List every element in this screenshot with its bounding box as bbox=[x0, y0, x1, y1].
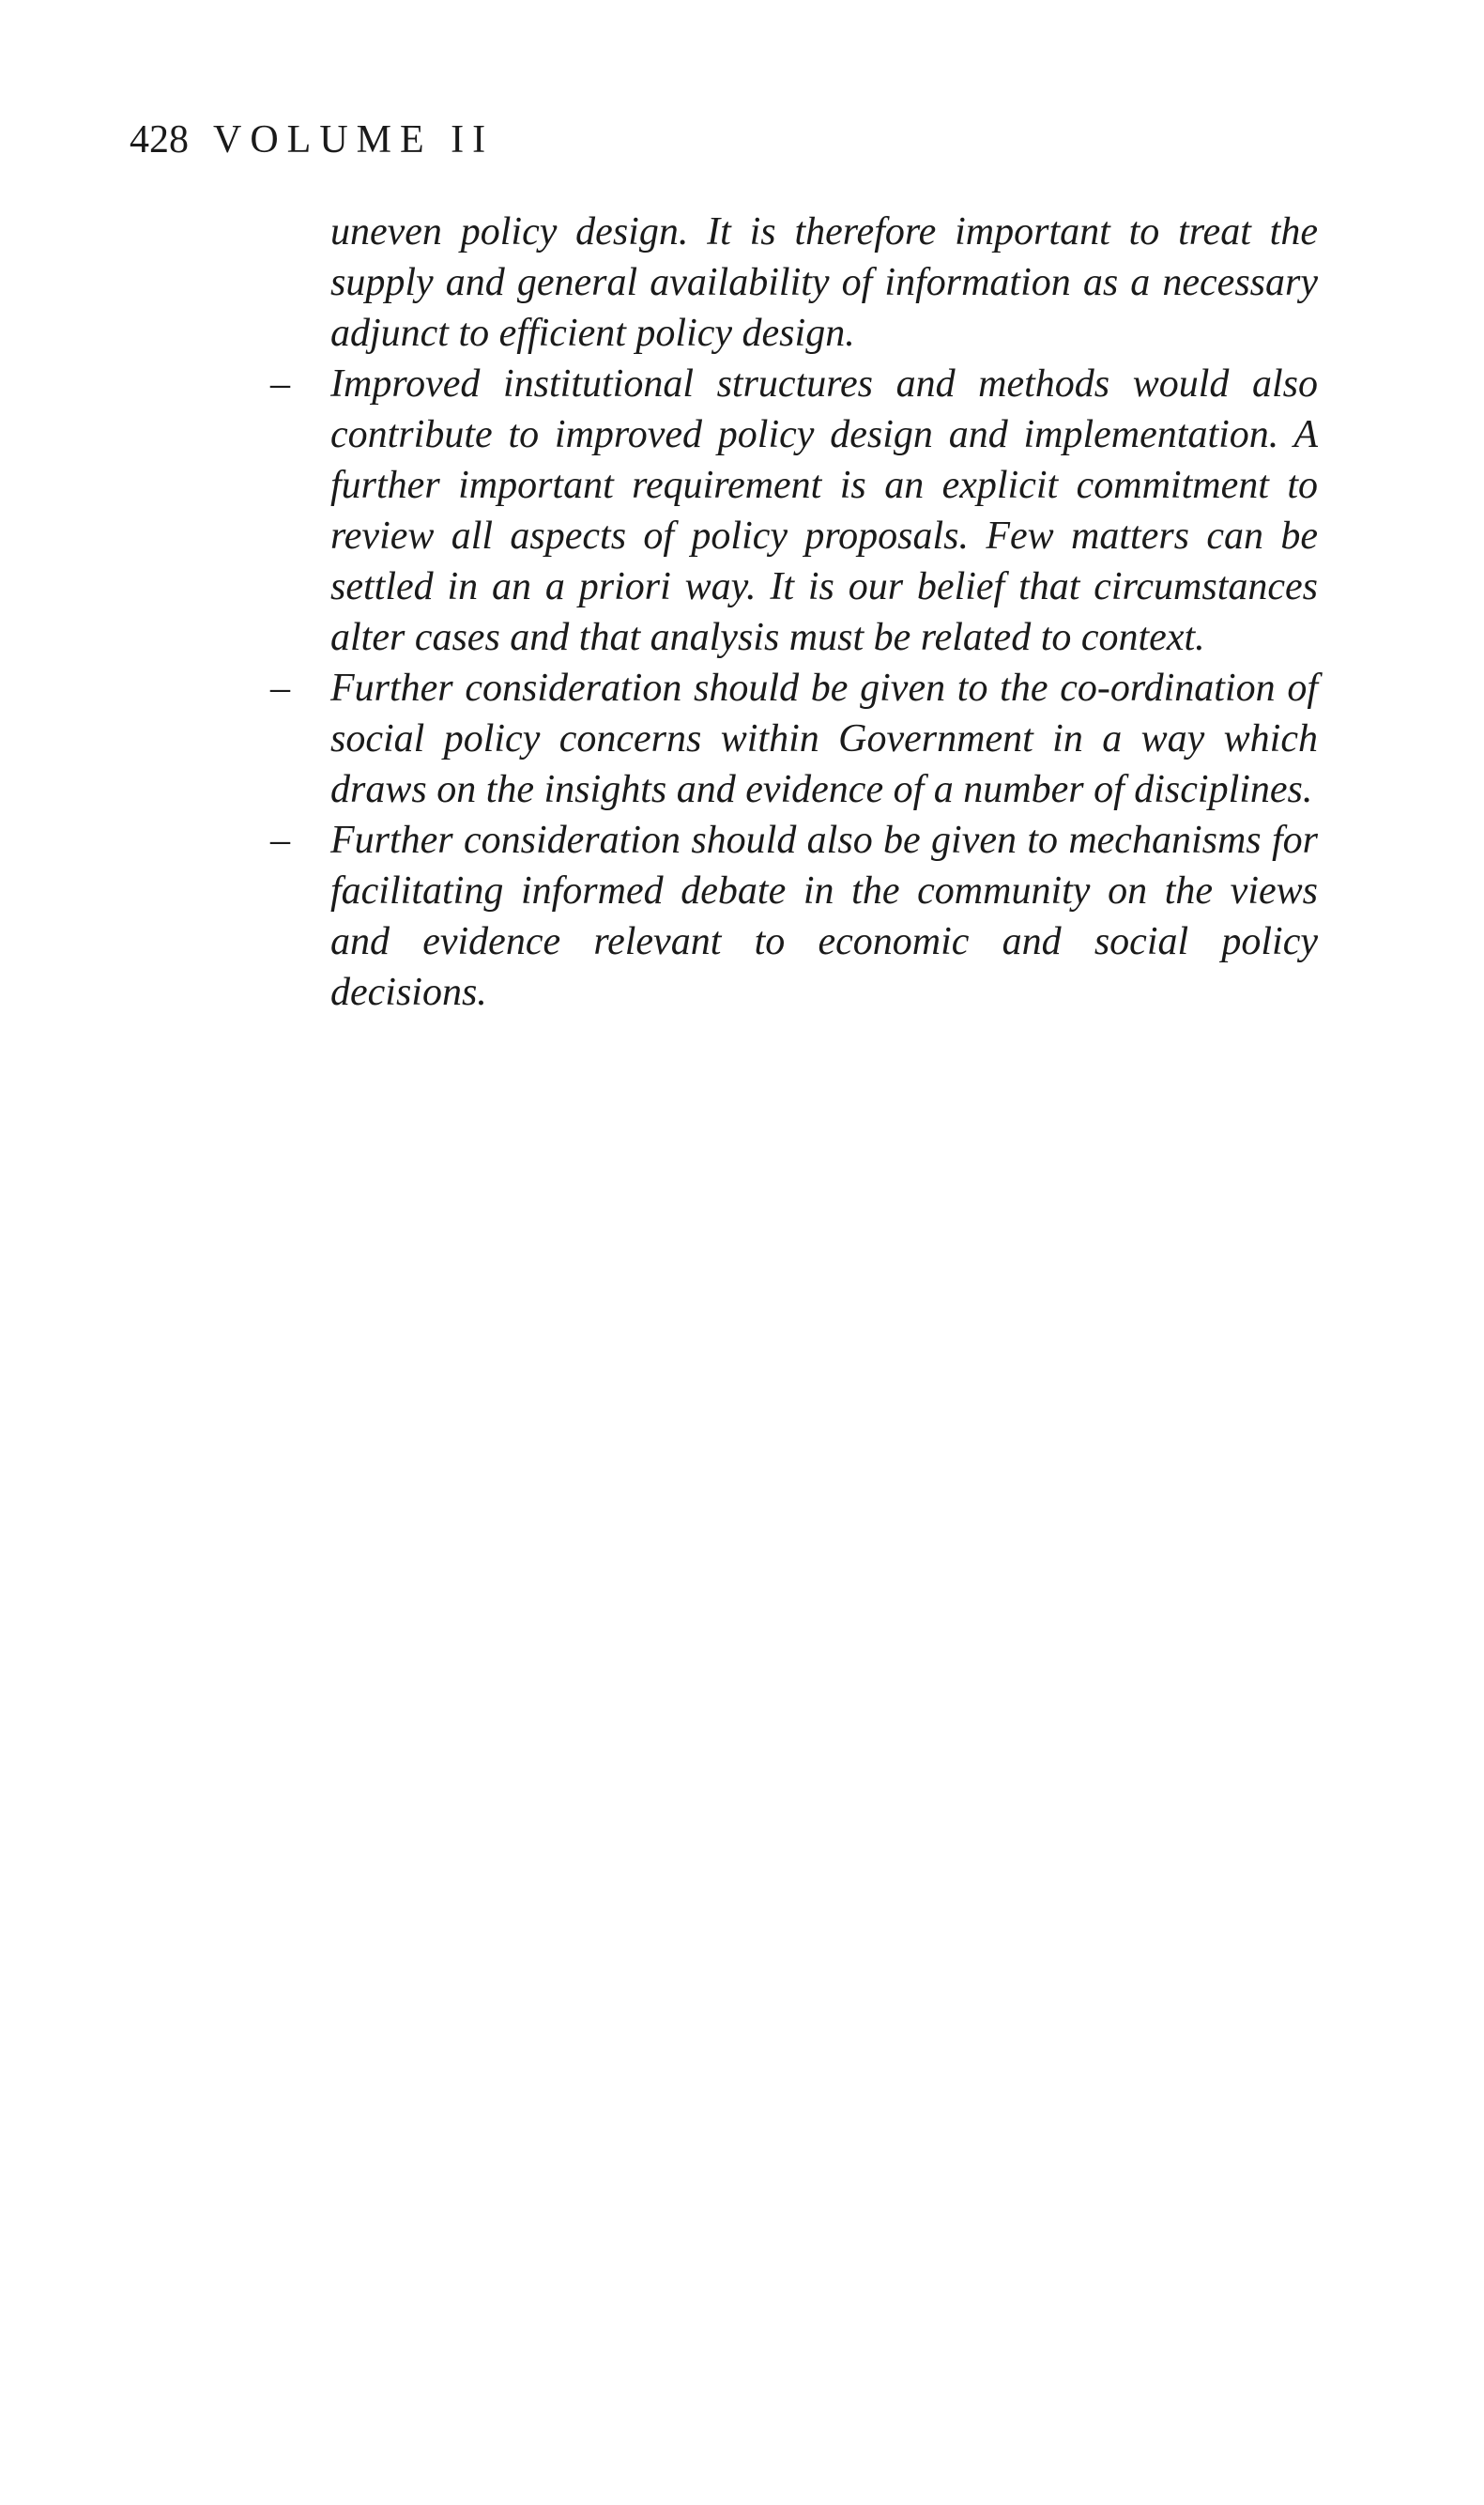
body-text bbox=[267, 207, 1318, 1018]
dash-marker: – bbox=[270, 362, 290, 406]
dash-marker: – bbox=[270, 667, 290, 710]
bullet-text: Further consideration should also be given to mechanisms for facilitating informed debate in the community on the views and evidence relevant to economic and social policy decisions. bbox=[330, 819, 1318, 1014]
continuation-text: uneven policy design. It is therefore important to treat the supply and general availability of information as a necessary adjunct to efficient policy design. bbox=[330, 210, 1318, 355]
bullet-text: Further consideration should be given to the co-ordination of social policy concerns within Government in a way which draws on the insights and evidence of a number of disciplines. bbox=[330, 667, 1318, 811]
bullet-item bbox=[267, 359, 1318, 663]
bullet-item bbox=[267, 663, 1318, 815]
bullet-text: Improved institutional structures and methods would also contribute to improved policy design and implementation. A further important requirement is an explicit commitment to review all aspects of policy proposals. Few matters can be settled in an a priori way. It is our belief that circumstances alter cases and that analysis must be related to context. bbox=[330, 362, 1318, 659]
running-head bbox=[130, 120, 494, 160]
bullet-item bbox=[267, 815, 1318, 1018]
page-number: 428 bbox=[130, 118, 189, 161]
continuation-paragraph bbox=[267, 207, 1318, 359]
volume-label: VOLUME II bbox=[213, 118, 495, 161]
dash-marker: – bbox=[270, 819, 290, 862]
